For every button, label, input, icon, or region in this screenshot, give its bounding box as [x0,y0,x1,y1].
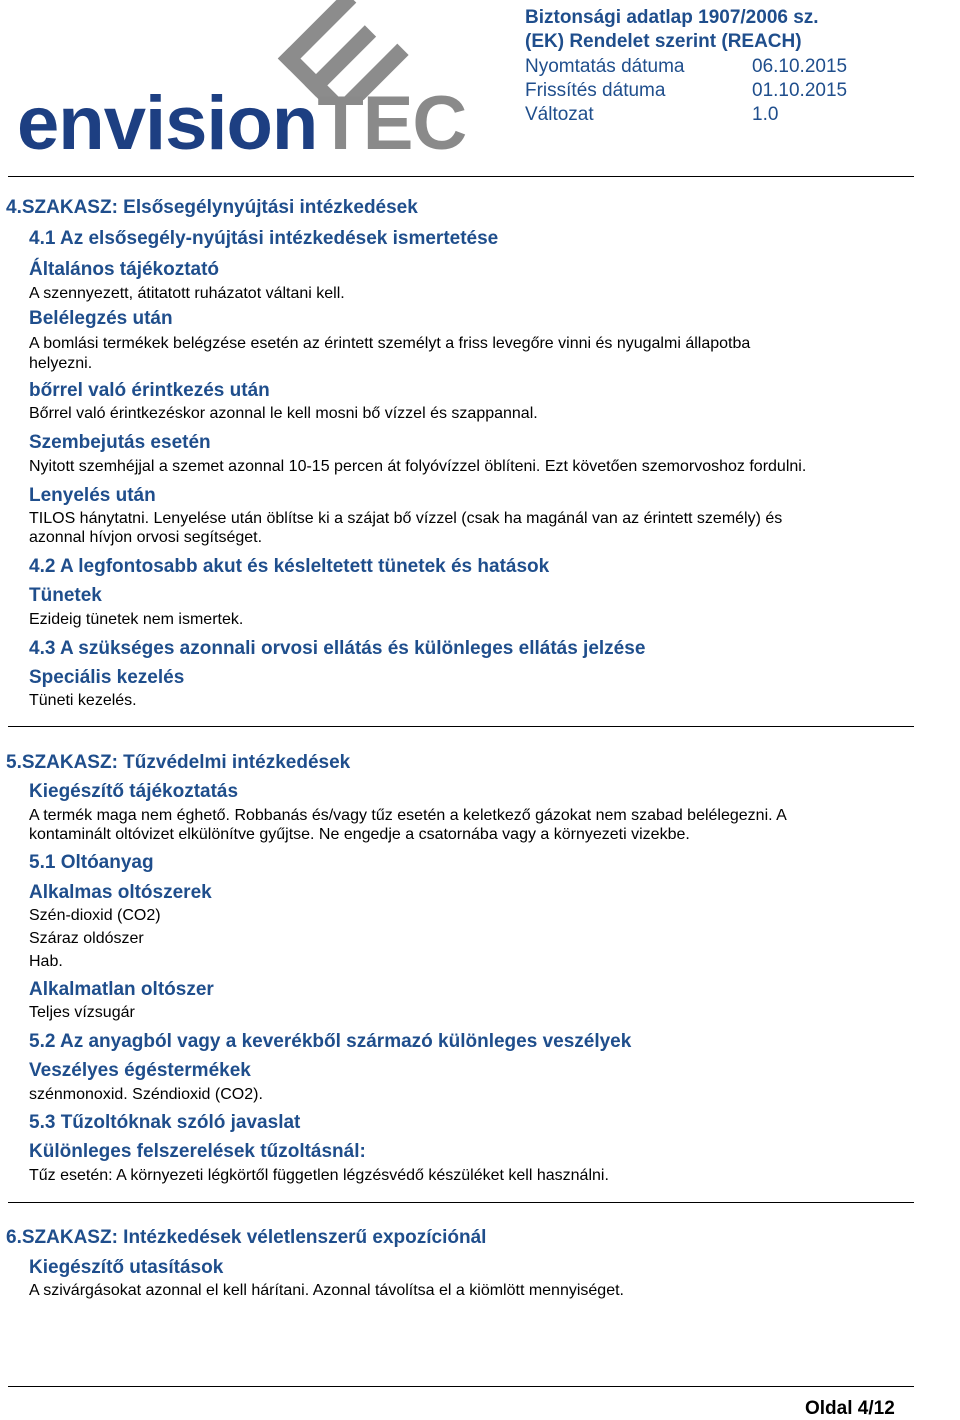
general-info-text: A szennyezett, átitatott ruházatot váltani kell. [29,285,345,302]
general-info-heading: Általános tájékoztató [29,259,220,280]
unsuitable-media-heading: Alkalmatlan oltószer [29,979,214,1000]
suitable-media-heading: Alkalmas oltószerek [29,882,212,903]
section-5-1-heading: 5.1 Oltóanyag [29,852,154,873]
logo-text: envisionTEC [17,81,467,166]
firefighter-equipment-heading: Különleges felszerelések tűzoltásnál: [29,1141,366,1162]
hazardous-products-text: szénmonoxid. Széndioxid (CO2). [29,1086,263,1103]
section-6-additional-heading: Kiegészítő utasítások [29,1257,224,1278]
fire-additional-heading: Kiegészítő tájékoztatás [29,781,239,802]
hazardous-products-heading: Veszélyes égéstermékek [29,1060,251,1081]
special-treatment-text: Tüneti kezelés. [29,692,137,709]
special-treatment-heading: Speciális kezelés [29,667,185,688]
section-6-title: 6.SZAKASZ: Intézkedések véletlenszerű expozíciónál [6,1227,487,1248]
version-value: 1.0 [752,104,779,125]
print-date-value: 06.10.2015 [752,56,848,77]
doc-title-line1: Biztonsági adatlap 1907/2006 sz. [525,7,819,28]
ingestion-text-1: TILOS hánytatni. Lenyelése után öblítse ki a szájat bő vízzel (csak ha magánál van az érintett személy) és [29,510,783,527]
symptoms-text: Ezideig tünetek nem ismertek. [29,611,244,628]
section-5-3-heading: 5.3 Tűzoltóknak szóló javaslat [29,1112,301,1133]
section-4-divider [8,726,914,727]
skin-contact-heading: bőrrel való érintkezés után [29,380,270,401]
footer-divider [8,1386,914,1387]
section-5-2-heading: 5.2 Az anyagból vagy a keverékből származó különleges veszélyek [29,1031,632,1052]
update-date-label: Frissítés dátuma [525,80,666,101]
ingestion-text-2: azonnal hívjon orvosi segítséget. [29,529,263,546]
inhalation-heading: Belélegzés után [29,308,173,329]
suitable-media-foam: Hab. [29,953,63,970]
header-divider [8,176,914,177]
section-4-1-heading: 4.1 Az elsősegély-nyújtási intézkedések ismertetése [29,228,499,249]
fire-additional-text-1: A termék maga nem éghető. Robbanás és/vagy tűz esetén a keletkező gázokat nem szabad belélegezni. A [29,807,787,824]
unsuitable-media-text: Teljes vízsugár [29,1004,135,1021]
suitable-media-dry: Száraz oldószer [29,930,144,947]
version-label: Változat [525,104,594,125]
page-number: Oldal 4/12 [805,1398,895,1419]
inhalation-text-1: A bomlási termékek belégzése esetén az érintett személyt a friss levegőre vinni és nyugalmi állapotba [29,335,751,352]
section-4-2-heading: 4.2 A legfontosabb akut és késleltetett tünetek és hatások [29,556,550,577]
eye-contact-heading: Szembejutás esetén [29,432,211,453]
symptoms-heading: Tünetek [29,585,102,606]
section-5-title: 5.SZAKASZ: Tűzvédelmi intézkedések [6,752,351,773]
eye-contact-text: Nyitott szemhéjjal a szemet azonnal 10-15 percen át folyóvízzel öblíteni. Ezt követően szemorvoshoz fordulni. [29,458,807,475]
section-4-3-heading: 4.3 A szükséges azonnali orvosi ellátás és különleges ellátás jelzése [29,638,646,659]
print-date-label: Nyomtatás dátuma [525,56,685,77]
ingestion-heading: Lenyelés után [29,485,156,506]
section-5-divider [8,1202,914,1203]
section-6-additional-text: A szivárgásokat azonnal el kell hárítani. Azonnal távolítsa el a kiömlött mennyiséget. [29,1282,624,1299]
skin-contact-text: Bőrrel való érintkezéskor azonnal le kell mosni bő vízzel és szappannal. [29,405,538,422]
update-date-value: 01.10.2015 [752,80,848,101]
firefighter-equipment-text: Tűz esetén: A környezeti légkörtől független légzésvédő készüléket kell használni. [29,1167,609,1184]
inhalation-text-2: helyezni. [29,355,93,372]
fire-additional-text-2: kontaminált oltóvizet elkülönítve gyűjtse. Ne engedje a csatornába vagy a környezeti vizekbe. [29,826,690,843]
suitable-media-co2: Szén-dioxid (CO2) [29,907,161,924]
doc-title-line2: (EK) Rendelet szerint (REACH) [525,31,802,52]
section-4-title: 4.SZAKASZ: Elsősegélynyújtási intézkedések [6,197,418,218]
